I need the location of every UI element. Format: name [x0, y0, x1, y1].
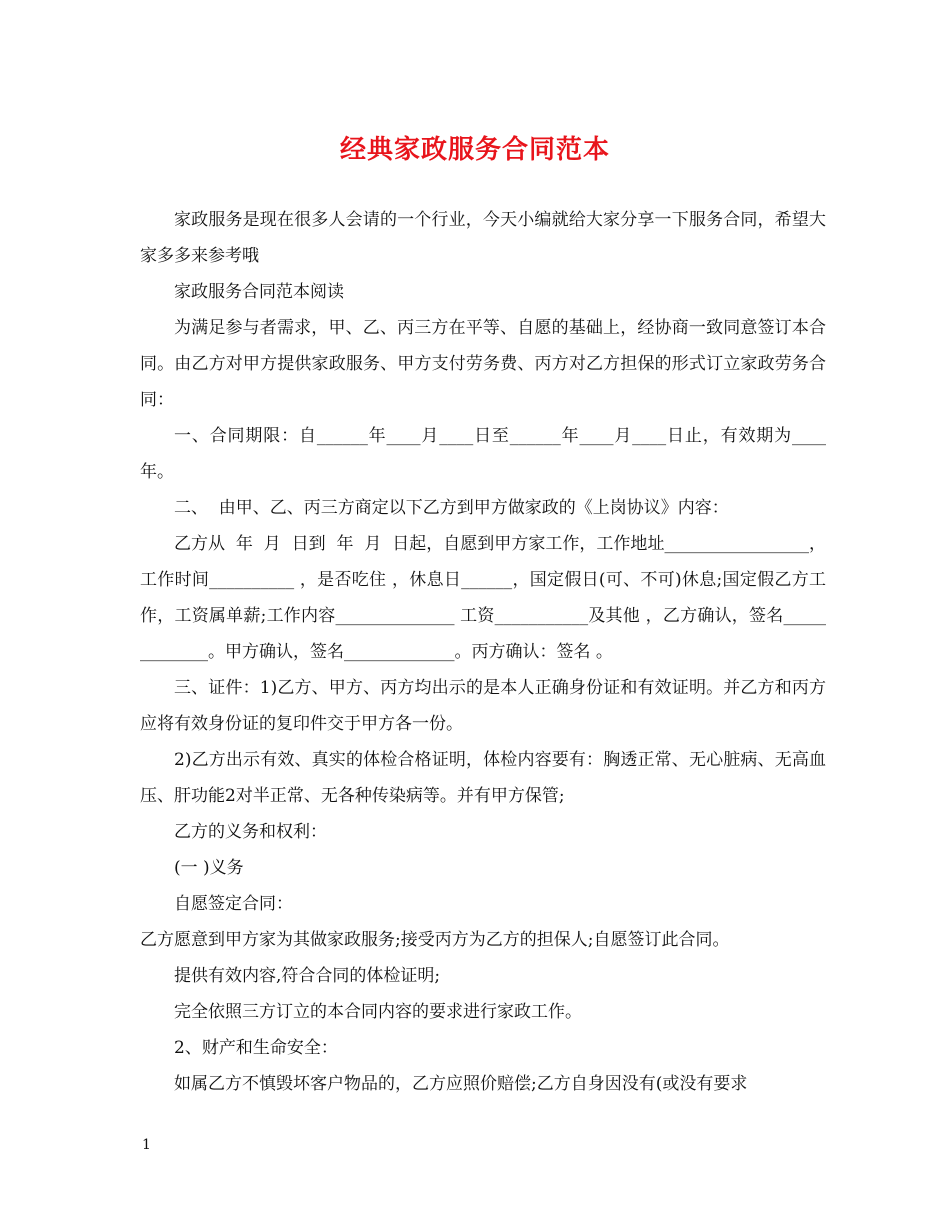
paragraph: 家政服务合同范本阅读: [174, 282, 344, 302]
paragraph: 为满足参与者需求，甲、乙、丙三方在平等、自愿的基础上，经协商一致同意签订本合同。由乙方对甲方提供家政服务、甲方支付劳务费、丙方对乙方担保的形式订立家政劳务合同：: [140, 318, 826, 410]
paragraph: (一 )义务: [174, 858, 244, 878]
paragraph: 自愿签定合同：: [174, 894, 293, 914]
document-title: 经典家政服务合同范本: [339, 135, 610, 165]
paragraph: 2、财产和生命安全：: [174, 1038, 338, 1058]
paragraph: 乙方的义务和权利：: [174, 822, 327, 842]
paragraph: 提供有效内容,符合合同的体检证明;: [174, 966, 441, 986]
document-body: [140, 202, 826, 1102]
paragraph: 家政服务是现在很多人会请的一个行业，今天小编就给大家分享一下服务合同，希望大家多多来参考哦: [140, 210, 826, 266]
paragraph: 一、合同期限：自______年____月____日至______年____月____日止，有效期为____年。: [140, 426, 826, 482]
paragraph: 乙方愿意到甲方家为其做家政服务;接受丙方为乙方的担保人;自愿签订此合同。: [140, 930, 730, 950]
paragraph: 2)乙方出示有效、真实的体检合格证明，体检内容要有：胸透正常、无心脏病、无高血压、肝功能2对半正常、无各种传染病等。并有甲方保管;: [140, 750, 826, 806]
paragraph: 完全依照三方订立的本合同内容的要求进行家政工作。: [174, 1002, 582, 1022]
paragraph: 如属乙方不慎毁坏客户物品的，乙方应照价赔偿;乙方自身因没有(或没有要求: [174, 1074, 748, 1094]
paragraph: 乙方从 年 月 日到 年 月 日起，自愿到甲方家工作，工作地址_________________，工作时间__________ ，是否吃住 ，休息日______，国定假日(可、不可)休息;国定假乙方工作，工资属单薪;工作内容______________ 工资___________及其他 ，乙方确认，签名_____________。甲方确认，签名_____________。丙方确认：签名 。: [140, 534, 826, 662]
paragraph: 二、 由甲、乙、丙三方商定以下乙方到甲方做家政的《上岗协议》内容：: [174, 498, 729, 518]
paragraph: 三、证件：1)乙方、甲方、丙方均出示的是本人正确身份证和有效证明。并乙方和丙方应将有效身份证的复印件交于甲方各一份。: [140, 678, 826, 734]
page-number: 1: [142, 1137, 151, 1153]
